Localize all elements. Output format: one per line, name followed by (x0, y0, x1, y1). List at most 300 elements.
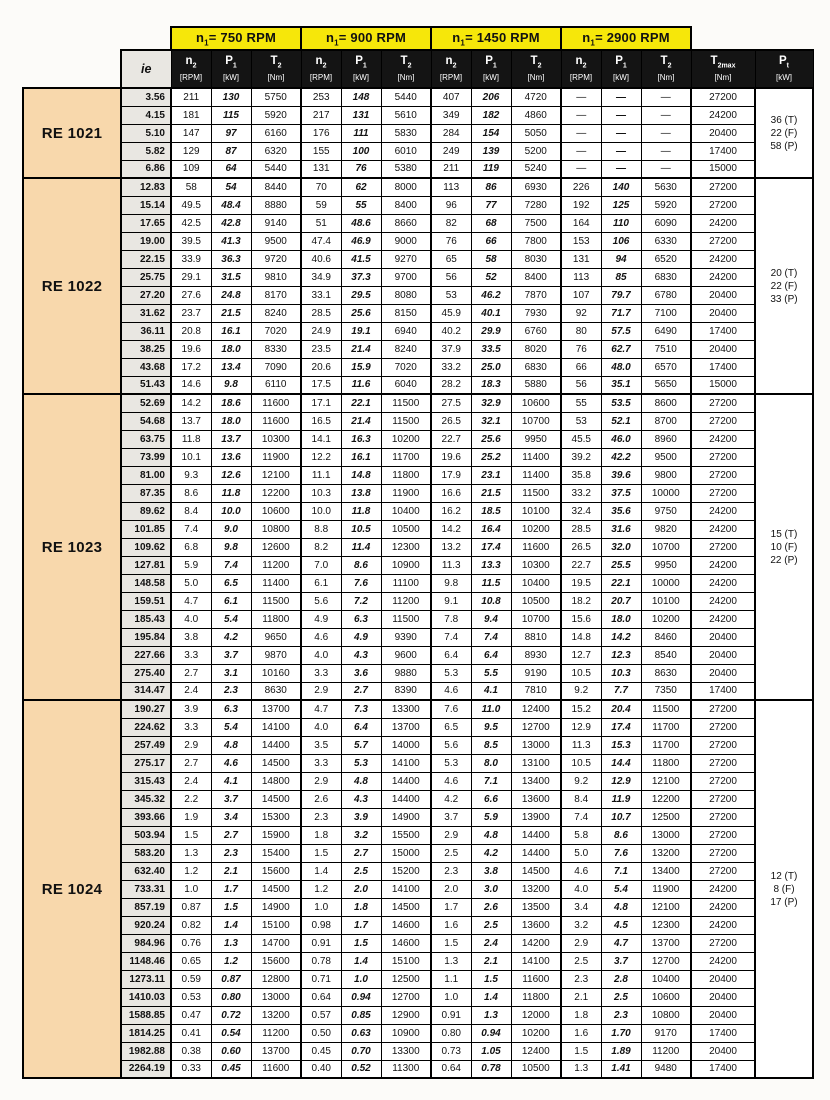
t2-value: 8700 (641, 412, 691, 430)
n2-value: 5.6 (301, 592, 341, 610)
n2-value: 80 (561, 322, 601, 340)
pt-rating (755, 700, 813, 1078)
n2-value: 2.7 (171, 664, 211, 682)
p1-value: 25.6 (341, 304, 381, 322)
speed-equals: = (465, 29, 477, 45)
p1-value: 0.60 (211, 1042, 251, 1060)
table-row (23, 358, 813, 376)
t2-value: 11500 (381, 610, 431, 628)
p1-value: 3.0 (471, 880, 511, 898)
p1-value: 5.9 (471, 808, 511, 826)
t2-column-header-unit: [Nm] (527, 72, 545, 82)
t2-value: 11500 (381, 394, 431, 412)
t2max-value: 20400 (691, 970, 755, 988)
t2-value: 14400 (381, 790, 431, 808)
t2-value: — (641, 142, 691, 160)
n2-value: 3.3 (301, 754, 341, 772)
p1-value: 4.9 (341, 628, 381, 646)
p1-value: 48.6 (341, 214, 381, 232)
t2-value: 12100 (251, 466, 301, 484)
p1-value: 64 (211, 160, 251, 178)
n2-value: 5.3 (431, 754, 471, 772)
p1-value: 1.3 (211, 934, 251, 952)
t2max-value: 27200 (691, 466, 755, 484)
n2-value: 14.8 (561, 628, 601, 646)
n2-value: 28.2 (431, 376, 471, 394)
n2-column-header-symbol: n (575, 55, 583, 68)
t2-value: 14400 (511, 844, 561, 862)
table-row (23, 556, 813, 574)
n2-value: 11.3 (431, 556, 471, 574)
pt-column-header-subscript: t (786, 62, 789, 70)
t2-value: 9950 (511, 430, 561, 448)
p1-value: 11.6 (341, 376, 381, 394)
ie-value: 393.66 (121, 808, 171, 826)
p1-column-header-label (212, 55, 251, 72)
table-row (23, 754, 813, 772)
t2-value: 8810 (511, 628, 561, 646)
t2-value: 13200 (251, 1006, 301, 1024)
t2-value: 7090 (251, 358, 301, 376)
ie-value: 52.69 (121, 394, 171, 412)
t2-value: 8400 (381, 196, 431, 214)
p1-value: 2.5 (471, 916, 511, 934)
p1-value: 0.94 (471, 1024, 511, 1042)
n2-value: 27.5 (431, 394, 471, 412)
p1-value: 115 (211, 106, 251, 124)
group-label: RE 1024 (23, 700, 121, 1078)
t2-value: 9270 (381, 250, 431, 268)
table-row (23, 628, 813, 646)
p1-value: 6.3 (211, 700, 251, 718)
p1-value: 2.7 (211, 826, 251, 844)
n2-value: 8.4 (561, 790, 601, 808)
t2max-value: 17400 (691, 358, 755, 376)
t2-value: 8600 (641, 394, 691, 412)
speed-equals: = (595, 29, 607, 45)
t2-value: 4720 (511, 88, 561, 106)
p1-value: 9.8 (211, 376, 251, 394)
t2-value: 6160 (251, 124, 301, 142)
p1-value: 13.3 (471, 556, 511, 574)
t2max-value: 27200 (691, 232, 755, 250)
n2-value: 33.2 (431, 358, 471, 376)
p1-value: 18.3 (471, 376, 511, 394)
p1-value: 94 (601, 250, 641, 268)
t2-value: 11900 (641, 880, 691, 898)
ie-value: 583.20 (121, 844, 171, 862)
n2-value: 226 (561, 178, 601, 196)
p1-value: 39.6 (601, 466, 641, 484)
p1-column-header-subscript: 1 (362, 62, 367, 70)
p1-value: 97 (211, 124, 251, 142)
p1-value: 4.7 (601, 934, 641, 952)
n2-value: 284 (431, 124, 471, 142)
table-row (23, 484, 813, 502)
t2-value: 15900 (251, 826, 301, 844)
t2-value: 14100 (251, 718, 301, 736)
t2max-value: 27200 (691, 700, 755, 718)
n2-value: 65 (431, 250, 471, 268)
n2-value: 28.5 (301, 304, 341, 322)
p1-value: 35.6 (601, 502, 641, 520)
p1-column-header-subscript: 1 (622, 62, 627, 70)
p1-value: 2.5 (601, 988, 641, 1006)
p1-value: 7.1 (471, 772, 511, 790)
p1-value: 8.5 (471, 736, 511, 754)
n2-value: 0.45 (301, 1042, 341, 1060)
n2-value: 2.1 (561, 988, 601, 1006)
n2-value: — (561, 124, 601, 142)
t2-value: 11500 (511, 484, 561, 502)
t2-value: 10500 (511, 592, 561, 610)
n2-value: 6.1 (301, 574, 341, 592)
n2-value: — (561, 106, 601, 124)
p1-value: 10.8 (471, 592, 511, 610)
t2-value: 14900 (251, 898, 301, 916)
p1-value: 46.2 (471, 286, 511, 304)
t2-value: 9800 (641, 466, 691, 484)
t2max-value: 27200 (691, 790, 755, 808)
p1-value: 22.1 (601, 574, 641, 592)
t2-value: 6830 (641, 268, 691, 286)
ie-value: 15.14 (121, 196, 171, 214)
p1-column-header-label (602, 55, 641, 72)
pt-rating-line: 36 (T) (770, 114, 798, 126)
n2-value: 0.47 (171, 1006, 211, 1024)
ie-value: 38.25 (121, 340, 171, 358)
t2-value: 15100 (251, 916, 301, 934)
t2-column-header-symbol: T (270, 55, 278, 68)
n2-value: 13.2 (431, 538, 471, 556)
n2-value: 3.5 (301, 736, 341, 754)
p1-value: 19.1 (341, 322, 381, 340)
p1-value: 0.54 (211, 1024, 251, 1042)
p1-value: 18.0 (211, 412, 251, 430)
p1-value: 37.5 (601, 484, 641, 502)
n2-value: 0.98 (301, 916, 341, 934)
n2-value: 76 (431, 232, 471, 250)
t2-value: 11500 (381, 412, 431, 430)
p1-value: 18.0 (211, 340, 251, 358)
t2-value: 9950 (641, 556, 691, 574)
p1-value: 10.5 (341, 520, 381, 538)
n2-value: 8.8 (301, 520, 341, 538)
t2-value: 10300 (251, 430, 301, 448)
t2max-value: 20400 (691, 646, 755, 664)
n2-value: 14.2 (171, 394, 211, 412)
p1-value: 0.63 (341, 1024, 381, 1042)
table-row (23, 250, 813, 268)
p1-value: 2.6 (471, 898, 511, 916)
n2-value: 0.59 (171, 970, 211, 988)
n2-value: 4.6 (431, 682, 471, 700)
speed-header-cell (431, 27, 561, 50)
pt-rating-line: 33 (P) (770, 293, 798, 305)
n2-value: 39.5 (171, 232, 211, 250)
t2-value: 8240 (381, 340, 431, 358)
pt-rating (755, 394, 813, 700)
n2-column-header-unit: [RPM] (179, 72, 203, 82)
header-spacer-left (23, 27, 171, 50)
p1-value: 2.4 (471, 934, 511, 952)
table-row (23, 412, 813, 430)
t2-value: 13300 (381, 700, 431, 718)
group-column-spacer (23, 50, 121, 88)
p1-value: 16.4 (471, 520, 511, 538)
t2-value: 12300 (641, 916, 691, 934)
n2-value: 2.4 (171, 772, 211, 790)
t2-value: 12700 (641, 952, 691, 970)
t2-column-header-label (252, 55, 301, 72)
p1-value: 12.6 (211, 466, 251, 484)
p1-value: 4.8 (601, 898, 641, 916)
table-row (23, 826, 813, 844)
speed-header-cell (301, 27, 431, 50)
p1-value: 52.1 (601, 412, 641, 430)
p1-value: 21.5 (471, 484, 511, 502)
n2-value: 8.2 (301, 538, 341, 556)
table-row (23, 916, 813, 934)
n2-column-header-unit: [RPM] (569, 72, 593, 82)
n2-value: 249 (431, 142, 471, 160)
n2-value: 181 (171, 106, 211, 124)
table-row (23, 844, 813, 862)
column-header-row (23, 50, 813, 88)
t2-value: 13400 (641, 862, 691, 880)
n2-value: 10.1 (171, 448, 211, 466)
n2-value: 3.9 (171, 700, 211, 718)
table-row (23, 646, 813, 664)
n2-value: 9.8 (431, 574, 471, 592)
n2-value: 1.8 (301, 826, 341, 844)
n2-value: 3.8 (171, 628, 211, 646)
n2-value: 28.5 (561, 520, 601, 538)
n2-value: 56 (561, 376, 601, 394)
n2-column-header-symbol: n (315, 55, 323, 68)
n2-value: 33.9 (171, 250, 211, 268)
n2-value: 107 (561, 286, 601, 304)
t2-value: 5630 (641, 178, 691, 196)
t2max-value: 20400 (691, 340, 755, 358)
t2-column-header (641, 50, 691, 88)
t2-column-header-label (512, 55, 561, 72)
p1-value: 31.5 (211, 268, 251, 286)
n2-value: 6.8 (171, 538, 211, 556)
p1-value: 76 (341, 160, 381, 178)
t2-value: 8630 (251, 682, 301, 700)
t2-value: 4860 (511, 106, 561, 124)
t2max-value: 20400 (691, 1042, 755, 1060)
n2-value: 33.1 (301, 286, 341, 304)
p1-value: 1.05 (471, 1042, 511, 1060)
pt-rating-line: 58 (P) (770, 140, 798, 152)
n2-value: 2.5 (431, 844, 471, 862)
t2-column-header-subscript: 2 (667, 62, 672, 70)
ie-value: 73.99 (121, 448, 171, 466)
n2-value: 0.80 (431, 1024, 471, 1042)
ie-value: 89.62 (121, 502, 171, 520)
n2-value: 2.9 (431, 826, 471, 844)
t2max-value: 24200 (691, 898, 755, 916)
p1-value: 62 (341, 178, 381, 196)
p1-value: 16.1 (341, 448, 381, 466)
t2-value: 5610 (381, 106, 431, 124)
p1-value: 4.1 (471, 682, 511, 700)
t2-value: 7020 (251, 322, 301, 340)
t2-value: 13200 (511, 880, 561, 898)
pt-rating-line: 17 (P) (770, 896, 798, 908)
t2max-value: 20400 (691, 1006, 755, 1024)
t2-value: 13000 (251, 988, 301, 1006)
t2max-value: 15000 (691, 376, 755, 394)
table-row (23, 286, 813, 304)
p1-value: 10.0 (211, 502, 251, 520)
t2-value: 12400 (511, 700, 561, 718)
p1-value: 13.6 (211, 448, 251, 466)
gear-ratings-table (22, 26, 814, 1079)
table-row (23, 304, 813, 322)
ie-value: 1588.85 (121, 1006, 171, 1024)
ie-value: 12.83 (121, 178, 171, 196)
t2-column-header-unit: [Nm] (397, 72, 415, 82)
t2-value: 14100 (381, 754, 431, 772)
p1-value: 0.78 (471, 1060, 511, 1078)
p1-value: 13.4 (211, 358, 251, 376)
n2-value: 14.2 (431, 520, 471, 538)
n2-value: 11.1 (301, 466, 341, 484)
p1-value: 0.87 (211, 970, 251, 988)
n2-value: 0.87 (171, 898, 211, 916)
t2max-value: 24200 (691, 502, 755, 520)
n2-value: 4.9 (301, 610, 341, 628)
t2-value: 10500 (381, 520, 431, 538)
n2-value: 5.9 (171, 556, 211, 574)
p1-value: 0.80 (211, 988, 251, 1006)
p1-value: 4.3 (341, 790, 381, 808)
t2-value: 8080 (381, 286, 431, 304)
n2-value: 7.4 (561, 808, 601, 826)
n2-value: 113 (561, 268, 601, 286)
t2max-value: 27200 (691, 754, 755, 772)
speed-var: n (452, 29, 461, 45)
n2-value: 56 (431, 268, 471, 286)
ie-value: 5.10 (121, 124, 171, 142)
t2-value: 15500 (381, 826, 431, 844)
p1-value: 52 (471, 268, 511, 286)
n2-value: 211 (431, 160, 471, 178)
n2-value: 12.9 (561, 718, 601, 736)
n2-value: 1.4 (301, 862, 341, 880)
n2-value: 109 (171, 160, 211, 178)
p1-value: 77 (471, 196, 511, 214)
p1-value: 7.4 (211, 556, 251, 574)
t2-value: 7800 (511, 232, 561, 250)
n2-value: 192 (561, 196, 601, 214)
p1-value: 2.5 (341, 862, 381, 880)
n2-value: 3.4 (561, 898, 601, 916)
p1-value: 5.3 (341, 754, 381, 772)
t2-value: 11300 (381, 1060, 431, 1078)
t2-value: 10600 (641, 988, 691, 1006)
n2-column-header-subscript: 2 (192, 62, 197, 70)
n2-value: 1.2 (301, 880, 341, 898)
t2max-value: 17400 (691, 682, 755, 700)
t2-value: 6010 (381, 142, 431, 160)
p1-value: 23.1 (471, 466, 511, 484)
table-row (23, 430, 813, 448)
n2-value: 6.5 (431, 718, 471, 736)
t2-value: 14500 (511, 862, 561, 880)
t2-value: 12500 (381, 970, 431, 988)
n2-value: 0.33 (171, 1060, 211, 1078)
t2-column-header (251, 50, 301, 88)
t2max-value: 27200 (691, 718, 755, 736)
n2-value: 76 (561, 340, 601, 358)
p1-value: 6.6 (471, 790, 511, 808)
n2-value: — (561, 142, 601, 160)
t2-value: 12800 (251, 970, 301, 988)
n2-value: 7.0 (301, 556, 341, 574)
t2-value: 13000 (511, 736, 561, 754)
table-header (23, 27, 813, 88)
table-row (23, 268, 813, 286)
p1-value: 11.8 (211, 484, 251, 502)
p1-value: 3.7 (601, 952, 641, 970)
pt-column-header-label (756, 55, 813, 72)
p1-value: 1.4 (471, 988, 511, 1006)
table-row (23, 592, 813, 610)
n2-value: 16.6 (431, 484, 471, 502)
p1-value: 55 (341, 196, 381, 214)
n2-column-header-subscript: 2 (322, 62, 327, 70)
n2-value: 45.5 (561, 430, 601, 448)
table-row (23, 394, 813, 412)
t2-column-header-symbol: T (530, 55, 538, 68)
t2-value: 12300 (381, 538, 431, 556)
n2-column-header (561, 50, 601, 88)
table-row (23, 664, 813, 682)
table-row (23, 862, 813, 880)
speed-var: n (582, 29, 591, 45)
p1-value: 7.4 (471, 628, 511, 646)
t2-value: 14400 (381, 772, 431, 790)
n2-value: 2.9 (561, 934, 601, 952)
t2-value: 8030 (511, 250, 561, 268)
n2-value: 55 (561, 394, 601, 412)
n2-value: 17.1 (301, 394, 341, 412)
n2-value: 113 (431, 178, 471, 196)
t2-value: 13000 (641, 826, 691, 844)
pt-rating-line: 12 (T) (770, 870, 798, 882)
t2-value: 8930 (511, 646, 561, 664)
t2-value: 10700 (641, 538, 691, 556)
t2-value: 10500 (511, 1060, 561, 1078)
table-row (23, 718, 813, 736)
p1-value: 11.5 (471, 574, 511, 592)
p1-value: 139 (471, 142, 511, 160)
t2-value: 6040 (381, 376, 431, 394)
speed-unit: RPM (506, 29, 540, 45)
n2-value: 211 (171, 88, 211, 106)
p1-value: — (601, 142, 641, 160)
t2-value: 7870 (511, 286, 561, 304)
n2-value: 32.4 (561, 502, 601, 520)
t2-value: 11200 (251, 556, 301, 574)
t2-value: 12100 (641, 898, 691, 916)
n2-value: 0.53 (171, 988, 211, 1006)
table-row (23, 970, 813, 988)
